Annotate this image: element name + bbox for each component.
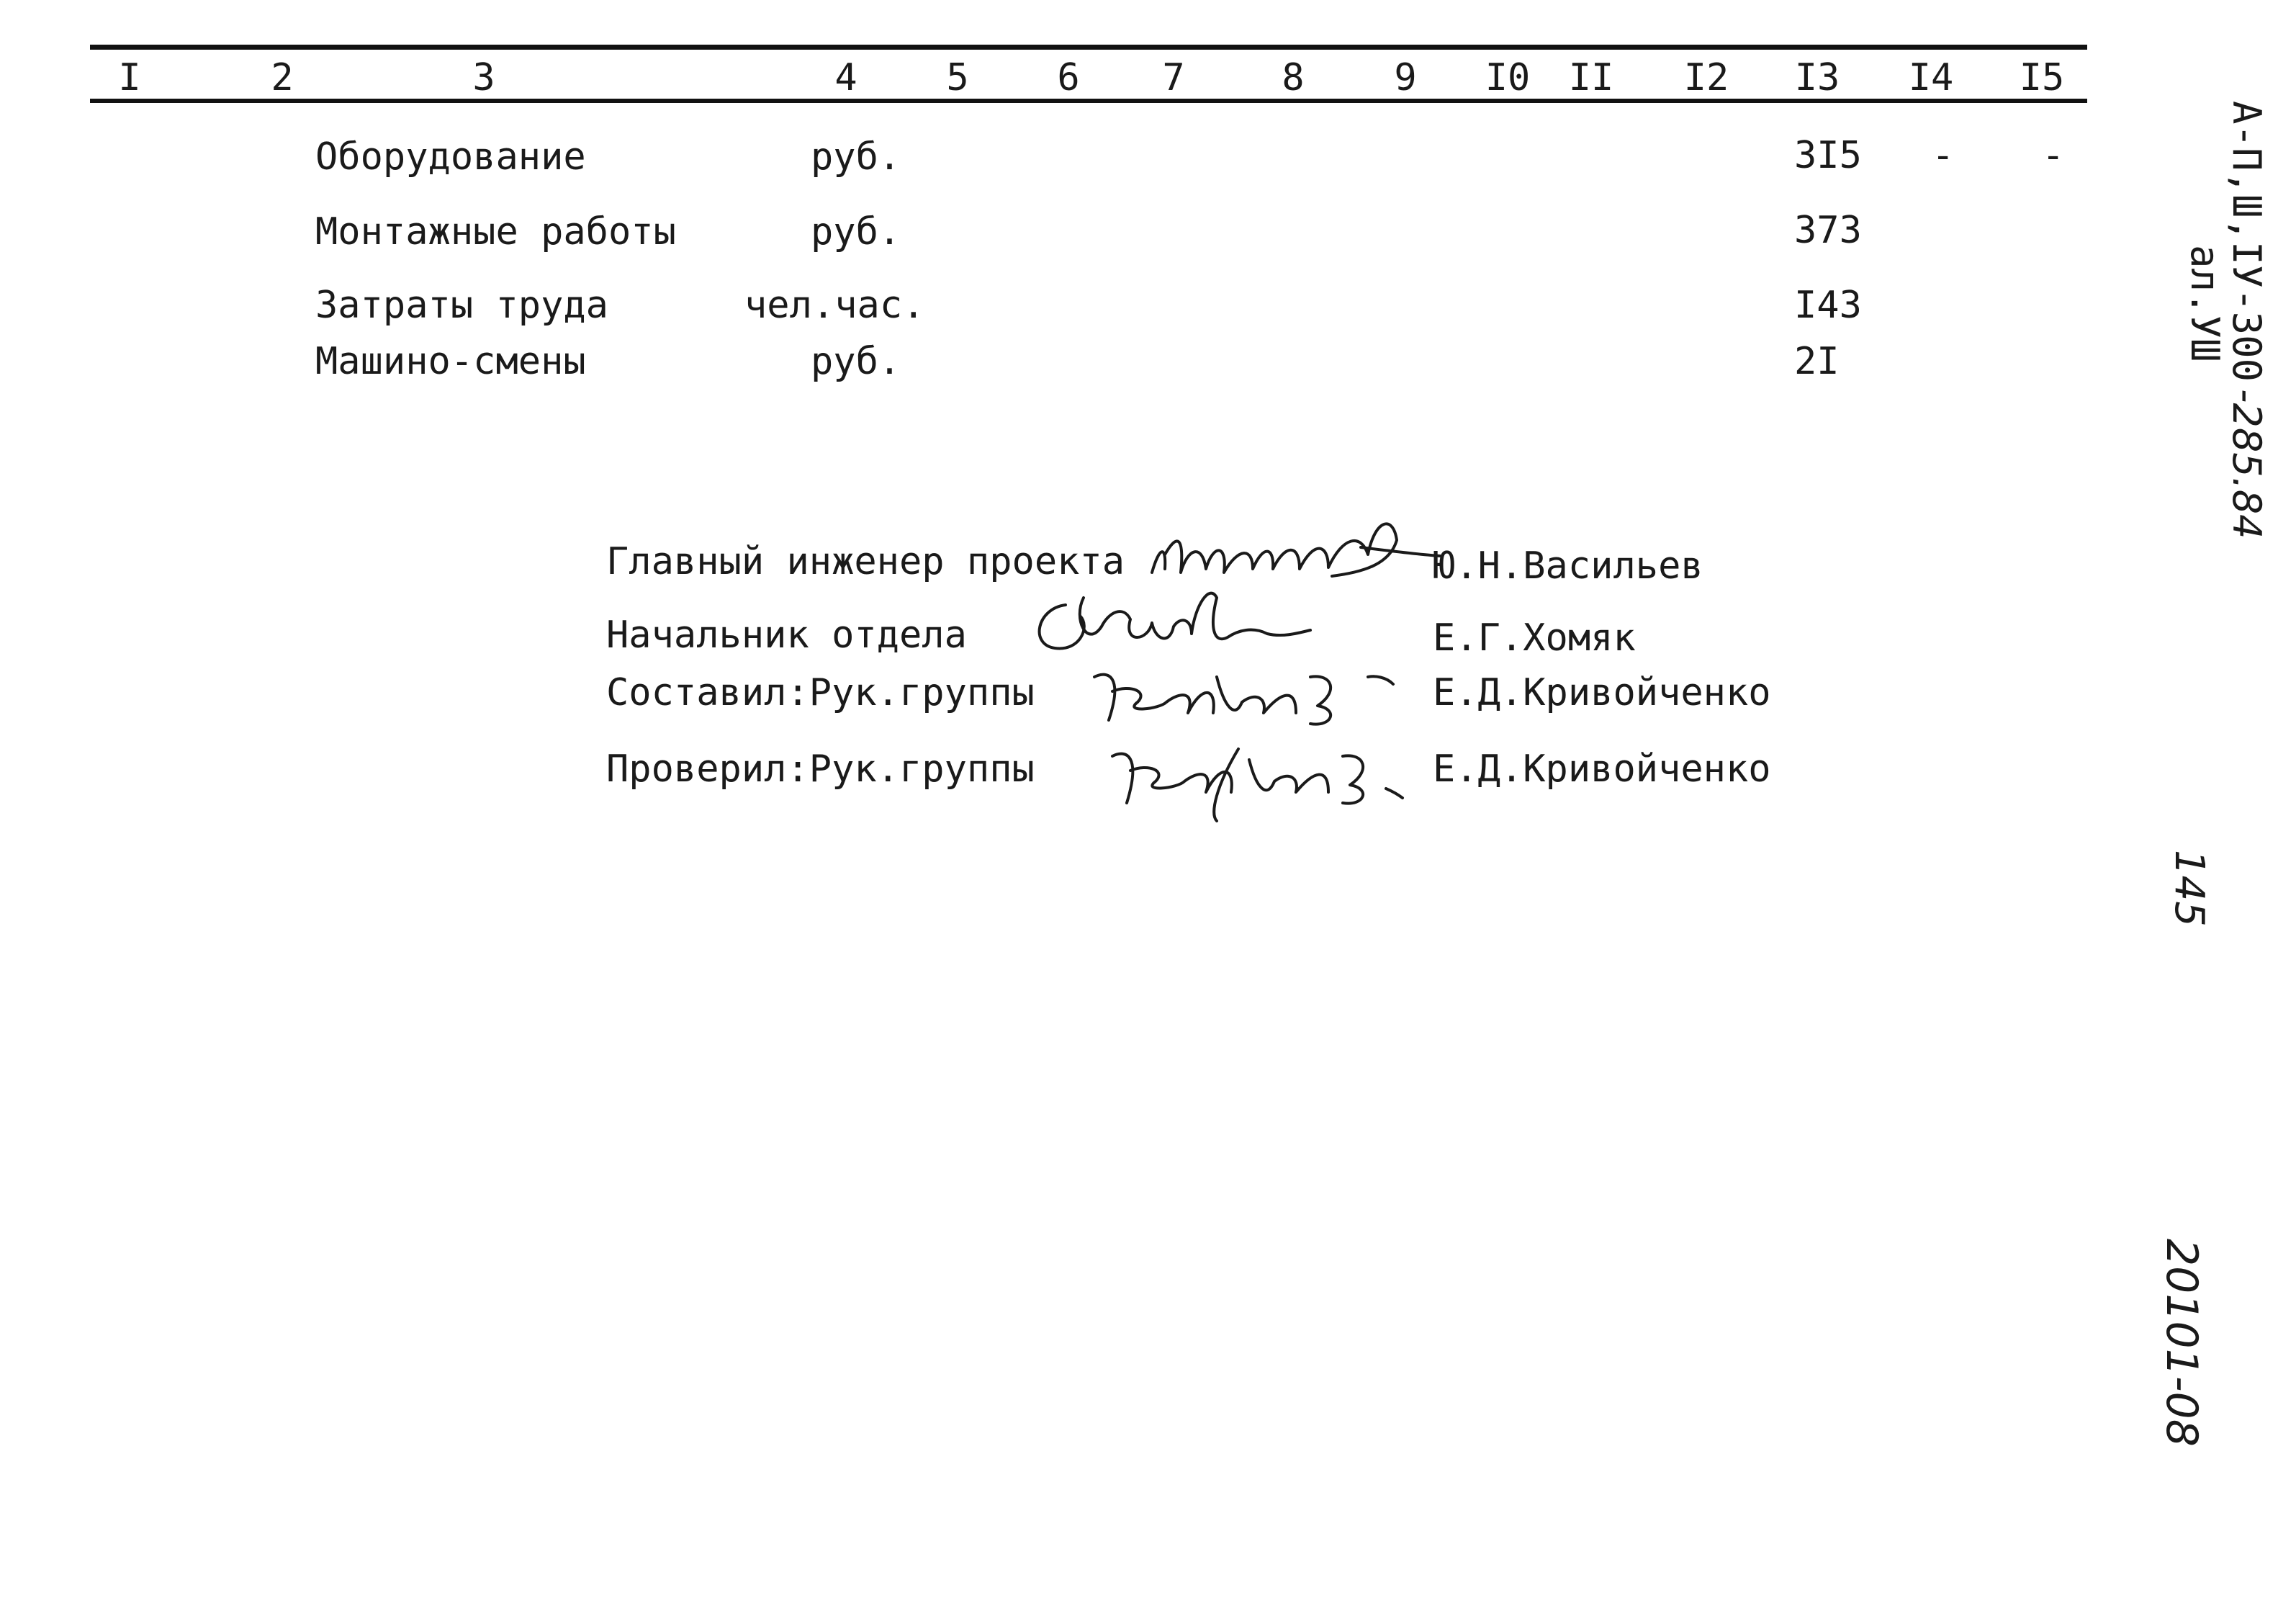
row-col13-value: 373	[1794, 209, 1862, 252]
row-col13-value: I43	[1794, 284, 1862, 327]
row-unit: руб.	[811, 210, 901, 253]
column-number: 6	[1057, 56, 1080, 99]
archive-number: 20101-08	[2156, 1239, 2207, 1447]
signature-role: Проверил:Рук.группы	[606, 748, 1035, 791]
page-number: 145	[2166, 850, 2212, 927]
doc-code-handwritten: -285.84	[2224, 389, 2269, 539]
signer-name: Е.Д.Кривойченко	[1433, 748, 1771, 791]
signature-role: Составил:Рук.группы	[606, 671, 1035, 714]
table-header-bottom-rule	[90, 99, 2087, 103]
row-unit: чел.час.	[744, 284, 925, 327]
signer-name: Е.Д.Кривойченко	[1433, 671, 1771, 714]
row-name: Оборудование	[315, 135, 586, 179]
column-number: I4	[1908, 56, 1954, 99]
column-number: I	[118, 56, 141, 99]
archive-number-wrapper	[2156, 1239, 2207, 1447]
row-col13-value: 2I	[1794, 340, 1840, 383]
row-unit: руб.	[811, 340, 901, 383]
row-name: Затраты труда	[315, 284, 608, 327]
doc-code	[2174, 101, 2268, 562]
signature-role: Главный инженер проекта	[606, 540, 1125, 583]
column-number: I3	[1794, 56, 1840, 99]
table-header-top-rule	[90, 45, 2087, 50]
column-number: 3	[472, 56, 495, 99]
signature-scribble	[1094, 720, 1411, 828]
column-number: 7	[1162, 56, 1185, 99]
column-number: 9	[1394, 56, 1417, 99]
column-number: 4	[834, 56, 857, 99]
row-col14-value: -	[1932, 134, 1955, 177]
column-number: I5	[2019, 56, 2065, 99]
page-number-wrapper	[2167, 850, 2210, 927]
column-number: 2	[271, 56, 294, 99]
row-col15-value: -	[2042, 134, 2065, 177]
signer-name: Е.Г.Хомяк	[1433, 616, 1636, 660]
column-number: II	[1568, 56, 1614, 99]
column-number: I2	[1683, 56, 1729, 99]
signature-role: Начальник отдела	[606, 614, 967, 657]
doc-code-line1: А-П,Ш,IУ-300	[2224, 101, 2269, 382]
row-unit: руб.	[811, 135, 901, 179]
row-name: Монтажные работы	[315, 210, 676, 253]
column-number: I0	[1485, 56, 1531, 99]
doc-code-line2: ал.УШ	[2182, 245, 2228, 362]
row-col13-value: 3I5	[1794, 134, 1862, 177]
column-number: 5	[946, 56, 969, 99]
row-name: Машино-смены	[315, 340, 586, 383]
column-number: 8	[1282, 56, 1305, 99]
signer-name: Ю.Н.Васильев	[1433, 544, 1703, 588]
